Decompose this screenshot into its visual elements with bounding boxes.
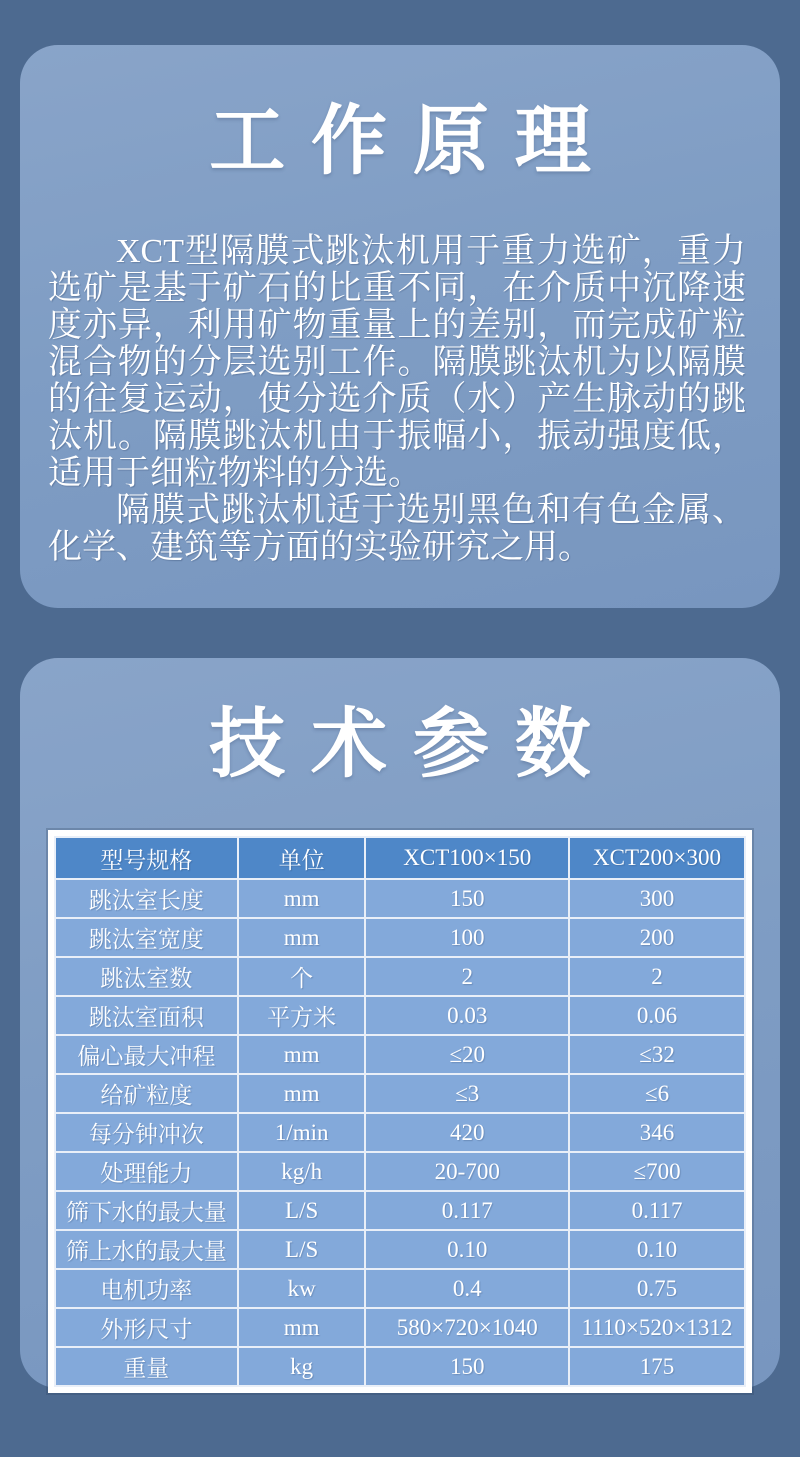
table-cell: 电机功率 bbox=[55, 1269, 238, 1308]
table-cell: 20-700 bbox=[365, 1152, 569, 1191]
table-header-cell: XCT200×300 bbox=[569, 837, 745, 879]
table-header-cell: XCT100×150 bbox=[365, 837, 569, 879]
table-cell: 平方米 bbox=[238, 996, 366, 1035]
table-row bbox=[55, 1347, 745, 1386]
table-cell: 2 bbox=[569, 957, 745, 996]
table-cell: 跳汰室面积 bbox=[55, 996, 238, 1035]
table-cell: 150 bbox=[365, 879, 569, 918]
table-cell: 给矿粒度 bbox=[55, 1074, 238, 1113]
table-row bbox=[55, 957, 745, 996]
table-cell: 150 bbox=[365, 1347, 569, 1386]
table-row bbox=[55, 1074, 745, 1113]
table-cell: kg bbox=[238, 1347, 366, 1386]
table-row bbox=[55, 996, 745, 1035]
table-cell: 0.10 bbox=[365, 1230, 569, 1269]
page-background bbox=[0, 45, 800, 1388]
table-row bbox=[55, 1230, 745, 1269]
table-cell: mm bbox=[238, 1074, 366, 1113]
table-cell: ≤6 bbox=[569, 1074, 745, 1113]
table-cell: 0.117 bbox=[365, 1191, 569, 1230]
table-cell: ≤3 bbox=[365, 1074, 569, 1113]
table-cell: 0.10 bbox=[569, 1230, 745, 1269]
parameters-table-frame bbox=[48, 830, 752, 1393]
table-cell: 0.06 bbox=[569, 996, 745, 1035]
table-cell: mm bbox=[238, 879, 366, 918]
table-cell: 300 bbox=[569, 879, 745, 918]
table-cell: 偏心最大冲程 bbox=[55, 1035, 238, 1074]
table-cell: ≤32 bbox=[569, 1035, 745, 1074]
table-row bbox=[55, 879, 745, 918]
working-principle-card bbox=[20, 45, 780, 608]
table-header-cell: 型号规格 bbox=[55, 837, 238, 879]
table-cell: 筛下水的最大量 bbox=[55, 1191, 238, 1230]
table-cell: 2 bbox=[365, 957, 569, 996]
table-cell: mm bbox=[238, 918, 366, 957]
principle-paragraph: XCT型隔膜式跳汰机用于重力选矿，重力选矿是基于矿石的比重不同，在介质中沉降速度亦异，利用矿物重量上的差别，而完成矿粒混合物的分层选别工作。隔膜跳汰机为以隔膜的往复运动，使分选介质（水）产生脉动的跳汰机。隔膜跳汰机由于振幅小，振动强度低，适用于细粒物料的分选。 bbox=[48, 233, 746, 492]
table-row bbox=[55, 1269, 745, 1308]
table-cell: 跳汰室宽度 bbox=[55, 918, 238, 957]
table-cell: 175 bbox=[569, 1347, 745, 1386]
table-row bbox=[55, 1152, 745, 1191]
table-header-cell: 单位 bbox=[238, 837, 366, 879]
table-cell: 筛上水的最大量 bbox=[55, 1230, 238, 1269]
parameters-table bbox=[54, 836, 746, 1387]
table-cell: 420 bbox=[365, 1113, 569, 1152]
table-cell: 0.117 bbox=[569, 1191, 745, 1230]
table-row bbox=[55, 918, 745, 957]
table-cell: mm bbox=[238, 1035, 366, 1074]
table-cell: ≤20 bbox=[365, 1035, 569, 1074]
table-cell: 200 bbox=[569, 918, 745, 957]
working-principle-title: 工作原理 bbox=[209, 99, 617, 184]
table-row bbox=[55, 1308, 745, 1347]
table-cell: 每分钟冲次 bbox=[55, 1113, 238, 1152]
table-cell: L/S bbox=[238, 1191, 366, 1230]
table-cell: 100 bbox=[365, 918, 569, 957]
table-row bbox=[55, 1191, 745, 1230]
table-cell: 0.4 bbox=[365, 1269, 569, 1308]
table-cell: mm bbox=[238, 1308, 366, 1347]
table-cell: 580×720×1040 bbox=[365, 1308, 569, 1347]
table-cell: L/S bbox=[238, 1230, 366, 1269]
table-header-row bbox=[55, 837, 745, 879]
table-cell: 个 bbox=[238, 957, 366, 996]
table-cell: 跳汰室数 bbox=[55, 957, 238, 996]
principle-paragraph: 隔膜式跳汰机适于选别黑色和有色金属、化学、建筑等方面的实验研究之用。 bbox=[48, 492, 746, 566]
table-cell: kw bbox=[238, 1269, 366, 1308]
table-cell: kg/h bbox=[238, 1152, 366, 1191]
table-cell: 0.75 bbox=[569, 1269, 745, 1308]
table-cell: 重量 bbox=[55, 1347, 238, 1386]
technical-parameters-title: 技术参数 bbox=[209, 702, 617, 787]
table-cell: 0.03 bbox=[365, 996, 569, 1035]
table-cell: 1110×520×1312 bbox=[569, 1308, 745, 1347]
table-cell: 346 bbox=[569, 1113, 745, 1152]
working-principle-text bbox=[48, 233, 746, 566]
table-row bbox=[55, 1113, 745, 1152]
table-cell: 跳汰室长度 bbox=[55, 879, 238, 918]
table-cell: 处理能力 bbox=[55, 1152, 238, 1191]
table-cell: ≤700 bbox=[569, 1152, 745, 1191]
table-cell: 1/min bbox=[238, 1113, 366, 1152]
technical-parameters-card bbox=[20, 658, 780, 1388]
table-cell: 外形尺寸 bbox=[55, 1308, 238, 1347]
table-row bbox=[55, 1035, 745, 1074]
